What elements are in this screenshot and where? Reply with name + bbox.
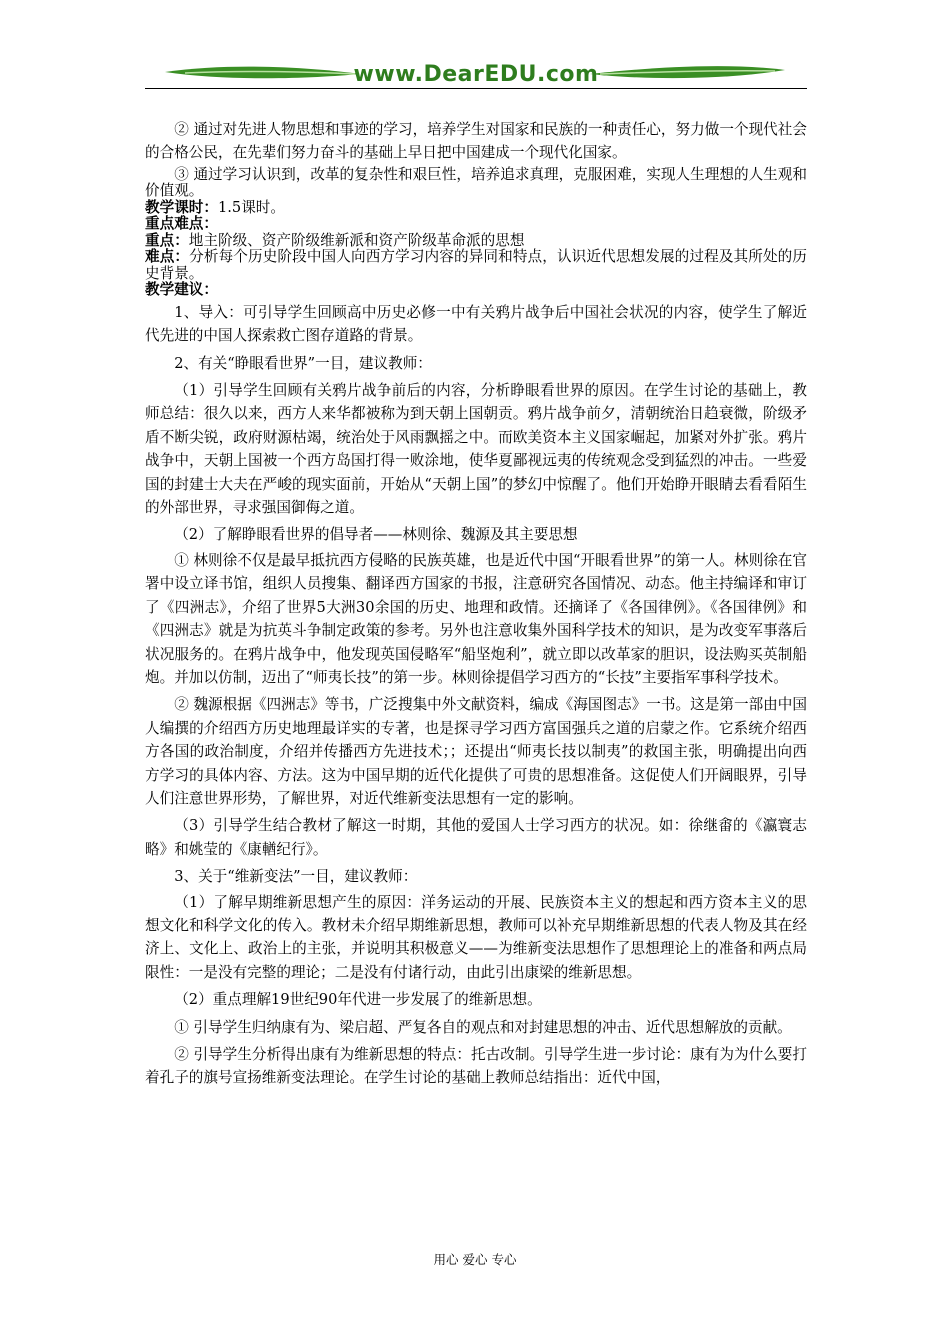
paragraph-objective-2: ② 通过对先进人物思想和事迹的学习，培养学生对国家和民族的一种责任心，努力做一个现代社会的合格公民，在先辈们努力奋斗的基础上早日把中国建成一个现代化国家。 bbox=[145, 121, 807, 162]
body-paragraph: （2）了解睁眼看世界的倡导者——林则徐、魏源及其主要思想 bbox=[174, 526, 578, 544]
body-paragraph: ② 魏源根据《四洲志》等书，广泛搜集中外文献资料，编成《海国图志》一书。这是第一部由中国人编撰的介绍西方历史地理最详实的专著，也是探寻学习西方富国强兵之道的启蒙之作。它系统介绍西方各国的政治制度，介绍并传播西方先进技术；；还提出“师夷长技以制夷”的救国主张，明确提出向西方学习的具体内容、方法。这为中国早期的近代化提供了可贵的思想准备。这促使人们开阔眼界，引导人们注意世界形势，了解世界，对近代维新变法思想有一定的影响。 bbox=[145, 696, 807, 807]
body-paragraph: （1）引导学生回顾有关鸦片战争前后的内容，分析睁眼看世界的原因。在学生讨论的基础上，教师总结：很久以来，西方人来华都被称为到天朝上国朝贡。鸦片战争前夕，清朝统治日趋衰微，阶级矛盾不断尖锐，政府财源枯竭，统治处于风雨飘摇之中。而欧美资本主义国家崛起，加紧对外扩张。鸦片战争中，天朝上国被一个西方岛国打得一败涂地，使华夏鄙视远夷的传统观念受到猛烈的冲击。一些爱国的封建士大夫在严峻的现实面前，开始从“天朝上国”的梦幻中惊醒了。他们开始睁开眼睛去看看陌生的外部世界，寻求强国御侮之道。 bbox=[145, 382, 807, 517]
focus-label: 重点： bbox=[145, 231, 189, 249]
page-footer: 用心 爱心 专心 bbox=[433, 1252, 517, 1267]
site-header bbox=[145, 58, 807, 92]
advice-heading: 教学建议： bbox=[145, 281, 218, 299]
difficulty-line bbox=[145, 249, 807, 282]
difficulty-label: 难点： bbox=[145, 248, 190, 266]
teaching-time-label: 教学课时： bbox=[145, 198, 218, 216]
body-paragraph: 1、导入：可引导学生回顾高中历史必修一中有关鸦片战争后中国社会状况的内容，使学生了解近代先进的中国人探索救亡图存道路的背景。 bbox=[145, 303, 807, 345]
teaching-time-value: 1.5课时。 bbox=[217, 198, 285, 216]
body-paragraph: ① 引导学生归纳康有为、梁启超、严复各自的观点和对封建思想的冲击、近代思想解放的贡献。 bbox=[174, 1018, 792, 1036]
body-paragraph: ② 引导学生分析得出康有为维新思想的特点：托古改制。引导学生进一步讨论：康有为为什么要打着孔子的旗号宣扬维新变法理论。在学生讨论的基础上教师总结指出：近代中国， bbox=[145, 1046, 807, 1087]
body-paragraph: （1）了解早期维新思想产生的原因：洋务运动的开展、民族资本主义的想起和西方资本主义的思想文化和科学文化的传入。教材未介绍早期维新思想，教师可以补充早期维新思想的代表人物及其在经济上、文化上、政治上的主张，并说明其积极意义——为维新变法思想作了思想理论上的准备和两点局限性：一是没有完整的理论；二是没有付诸行动，由此引出康梁的维新思想。 bbox=[145, 893, 807, 981]
site-logo[interactable]: www.DearEDU.com bbox=[353, 62, 599, 87]
header-divider bbox=[145, 88, 807, 89]
focus-value: 地主阶级、资产阶级维新派和资产阶级革命派的思想 bbox=[188, 231, 525, 249]
difficulty-value: 分析每个历史阶段中国人向西方学习内容的异同和特点，认识近代思想发展的过程及其所处的历史背景。 bbox=[145, 248, 807, 282]
body-paragraph: 3、关于“维新变法”一目，建议教师： bbox=[174, 868, 418, 886]
document-body bbox=[145, 118, 807, 1090]
focus-line bbox=[145, 233, 807, 250]
body-paragraph: （2）重点理解19世纪90年代进一步发展了的维新思想。 bbox=[174, 991, 542, 1009]
keypoints-heading: 重点难点： bbox=[145, 215, 218, 233]
body-paragraph: （3）引导学生结合教材了解这一时期，其他的爱国人士学习西方的状况。如：徐继畬的《瀛寰志略》和姚莹的《康輶纪行》。 bbox=[145, 817, 807, 858]
body-paragraph: ① 林则徐不仅是最早抵抗西方侵略的民族英雄，也是近代中国“开眼看世界”的第一人。林则徐在官署中设立译书馆，组织人员搜集、翻译西方国家的书报，注意研究各国情况、动态。他主持编译和审订了《四洲志》，介绍了世界5大洲30余国的历史、地理和政情。还摘译了《各国律例》。《各国律例》和《四洲志》就是为抗英斗争制定政策的参考。另外也注意收集外国科学技术的知识，是为改变军事落后状况服务的。在鸦片战争中，他发现英国侵略军“船坚炮利”，就立即以改革家的胆识，设法购买英制船炮。并加以仿制，迈出了“师夷长技”的第一步。林则徐提倡学习西方的“长技”主要指军事科学技术。 bbox=[145, 551, 807, 686]
paragraph-objective-3: ③ 通过学习认识到，改革的复杂性和艰巨性，培养追求真理，克服困难，实现人生理想的人生观和价值观。 bbox=[145, 165, 807, 200]
body-paragraph: 2、有关“睁眼看世界”一目，建议教师： bbox=[174, 354, 432, 372]
teaching-time bbox=[145, 200, 807, 217]
